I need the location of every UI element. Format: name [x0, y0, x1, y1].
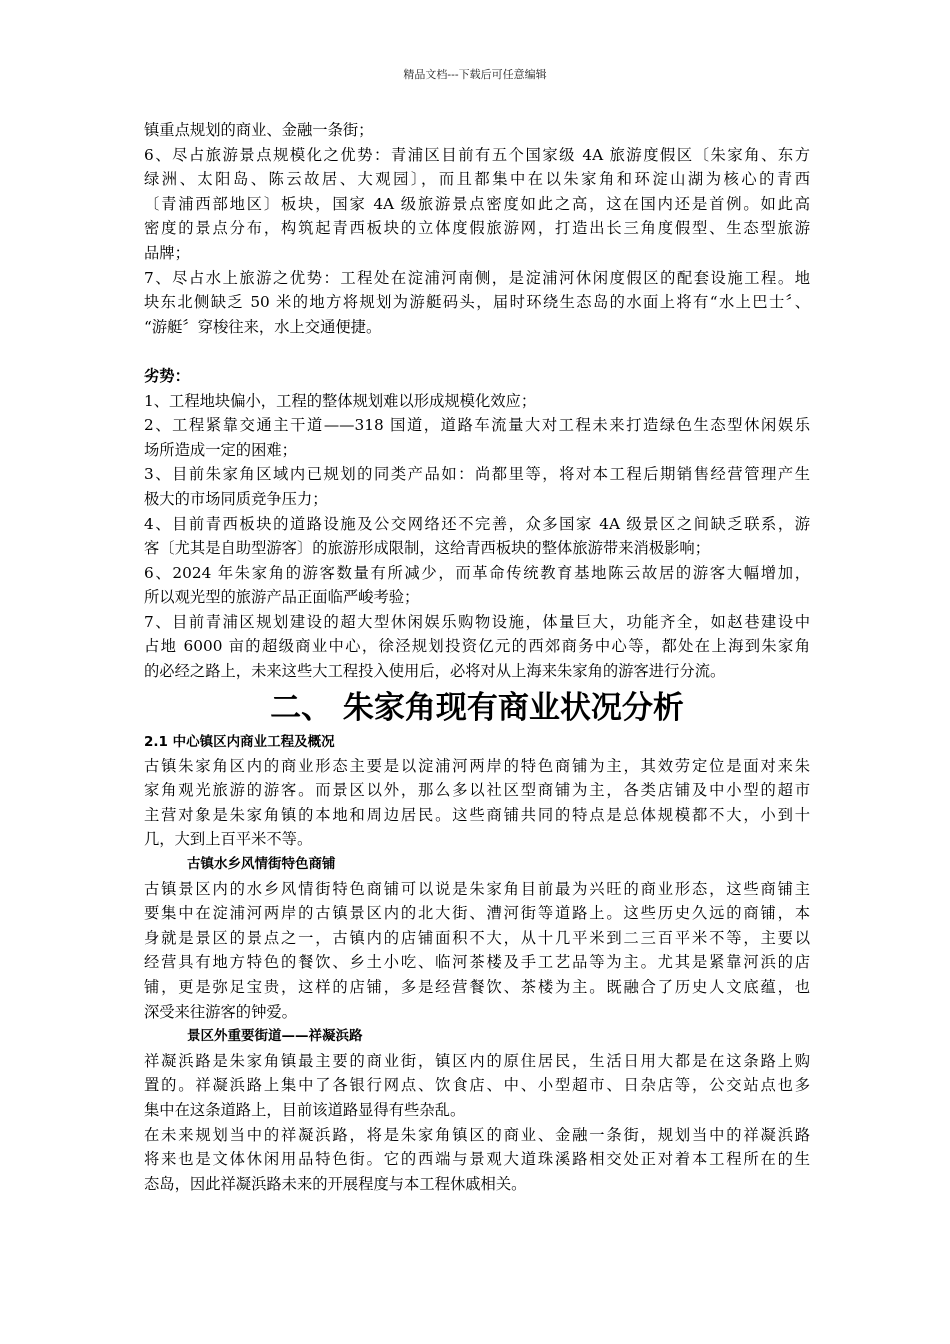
paragraph-line: 占地 6000 亩的超级商业中心，徐泾规划投资亿元的西郊商务中心等，都处在上海到朱家角 — [144, 637, 810, 656]
paragraph-line: 所以观光型的旅游产品正面临严峻考验； — [144, 588, 420, 607]
paragraph-line: 密度的景点分布，构筑起青西板块的立体度假旅游网，打造出长三角度假型、生态型旅游 — [144, 219, 810, 238]
paragraph-line: 镇重点规划的商业、金融一条街； — [144, 121, 374, 139]
paragraph-line: 3、目前朱家角区域内已规划的同类产品如：尚都里等，将对本工程后期销售经营管理产生 — [144, 465, 810, 484]
paragraph-line: 2、工程紧靠交通主干道——318 国道，道路车流量大对工程未来打造绿色生态型休闲娱乐 — [144, 416, 810, 435]
paragraph-line: 祥凝浜路是朱家角镇最主要的商业街，镇区内的原住居民，生活日用大都是在这条路上购 — [144, 1051, 810, 1070]
paragraph-line: 铺，更是弥足宝贵，这样的店铺，多是经营餐饮、茶楼为主。既融合了历史人文底蕴，也 — [144, 978, 810, 996]
subsection-3-body — [144, 1049, 810, 1197]
blank-line — [144, 339, 810, 364]
paragraph-line: 态岛，因此祥凝浜路未来的开展程度与本工程休戚相关。 — [144, 1174, 527, 1193]
paragraph-line: 4、目前青西板块的道路设施及公交网络还不完善，众多国家 4A 级景区之间缺乏联系，游 — [144, 514, 810, 533]
paragraph-line: 品牌； — [144, 243, 190, 262]
subsection-heading: 景区外重要街道——祥凝浜路 — [187, 1028, 363, 1045]
paragraph-line: 〔青浦西部地区〕板块，国家 4A 级旅游景点密度如此之高，这在国内还是首例。如此高 — [144, 194, 810, 213]
strengths-continued — [144, 118, 810, 339]
paragraph-line: 1、工程地块偏小，工程的整体规划难以形成规模化效应； — [144, 391, 537, 410]
page-header: 精品文档---下载后可任意编辑 — [403, 68, 547, 81]
paragraph-line: 主营对象是朱家角镇的本地和周边居民。这些商铺共同的特点是总体规模都不大，小到十 — [144, 805, 810, 824]
paragraph-line: 6、尽占旅游景点规模化之优势：青浦区目前有五个国家级 4A 旅游度假区〔朱家角、东方 — [144, 145, 810, 164]
paragraph-line: 场所造成一定的困难； — [144, 440, 297, 459]
paragraph-line: 极大的市场同质竞争压力； — [144, 489, 328, 508]
weakness-heading: 劣势： — [144, 366, 190, 385]
subsection-title: 2.1 中心镇区内商业工程及概况 — [144, 733, 335, 750]
paragraph-line: 古镇景区内的水乡风情街特色商铺可以说是朱家角目前最为兴旺的商业形态，这些商铺主 — [144, 879, 810, 898]
paragraph-line: 身就是景区的景点之一，古镇内的店铺面积不大，从十几平米到二三百平米不等，主要以 — [144, 928, 810, 947]
paragraph-line: 古镇朱家角区内的商业形态主要是以淀浦河两岸的特色商铺为主，其效劳定位是面对来朱 — [144, 756, 810, 775]
paragraph-line: 家角观光旅游的游客。而景区以外，那么多以社区型商铺为主，各类店铺及中小型的超市 — [144, 781, 810, 800]
paragraph-line: 几，大到上百平米不等。 — [144, 830, 313, 849]
paragraph-line: 块东北侧缺乏 50 米的地方将规划为游艇码头，届时环绕生态岛的水面上将有“水上巴士〞、 — [144, 293, 810, 312]
paragraph-line: 将来也是文体休闲用品特色街。它的西端与景观大道珠溪路相交处正对着本工程所在的生 — [144, 1150, 810, 1169]
paragraph-line: 要集中在淀浦河两岸的古镇景区内的北大街、漕河街等道路上。这些历史久远的商铺，本 — [144, 904, 810, 923]
paragraph-line: “游艇〞穿梭往来，水上交通便捷。 — [144, 317, 382, 336]
paragraph-line: 客〔尤其是自助型游客〕的旅游形成限制，这给青西板块的整体旅游带来消极影响； — [144, 539, 710, 558]
document-body — [144, 118, 810, 1196]
paragraph-line: 深受来往游客的钟爱。 — [144, 1002, 297, 1021]
paragraph-line: 在未来规划当中的祥凝浜路，将是朱家角镇区的商业、金融一条街，规划当中的祥凝浜路 — [144, 1125, 810, 1144]
paragraph-line: 集中在这条道路上，目前该道路显得有些杂乱。 — [144, 1100, 466, 1119]
subsection-2-body — [144, 877, 810, 1025]
paragraph-line: 7、尽占水上旅游之优势：工程处在淀浦河南侧，是淀浦河休闲度假区的配套设施工程。地 — [144, 268, 810, 287]
paragraph-line: 置的。祥凝浜路上集中了各银行网点、饮食店、中、小型超市、日杂店等，公交站点也多 — [144, 1076, 810, 1095]
paragraph-line: 经营具有地方特色的餐饮、乡土小吃、临河茶楼及手工艺品等为主。尤其是紧靠河浜的店 — [144, 953, 810, 972]
paragraph-line: 的必经之路上，未来这些大工程投入使用后，必将对从上海来朱家角的游客进行分流。 — [144, 662, 726, 681]
paragraph-line: 7、目前青浦区规划建设的超大型休闲娱乐购物设施，体量巨大，功能齐全，如赵巷建设中 — [144, 612, 810, 631]
paragraph-line: 绿洲、太阳岛、陈云故居、大观园〕，而且都集中在以朱家角和环淀山湖为核心的青西 — [144, 170, 810, 189]
subsection-heading: 古镇水乡风情街特色商铺 — [187, 856, 336, 873]
subsection-1-body — [144, 754, 810, 852]
weakness-section — [144, 364, 810, 684]
section-title: 二、 朱家角现有商业状况分析 — [270, 689, 684, 726]
paragraph-line: 6、2024 年朱家角的游客数量有所减少，而革命传统教育基地陈云故居的游客大幅增加， — [144, 563, 810, 582]
